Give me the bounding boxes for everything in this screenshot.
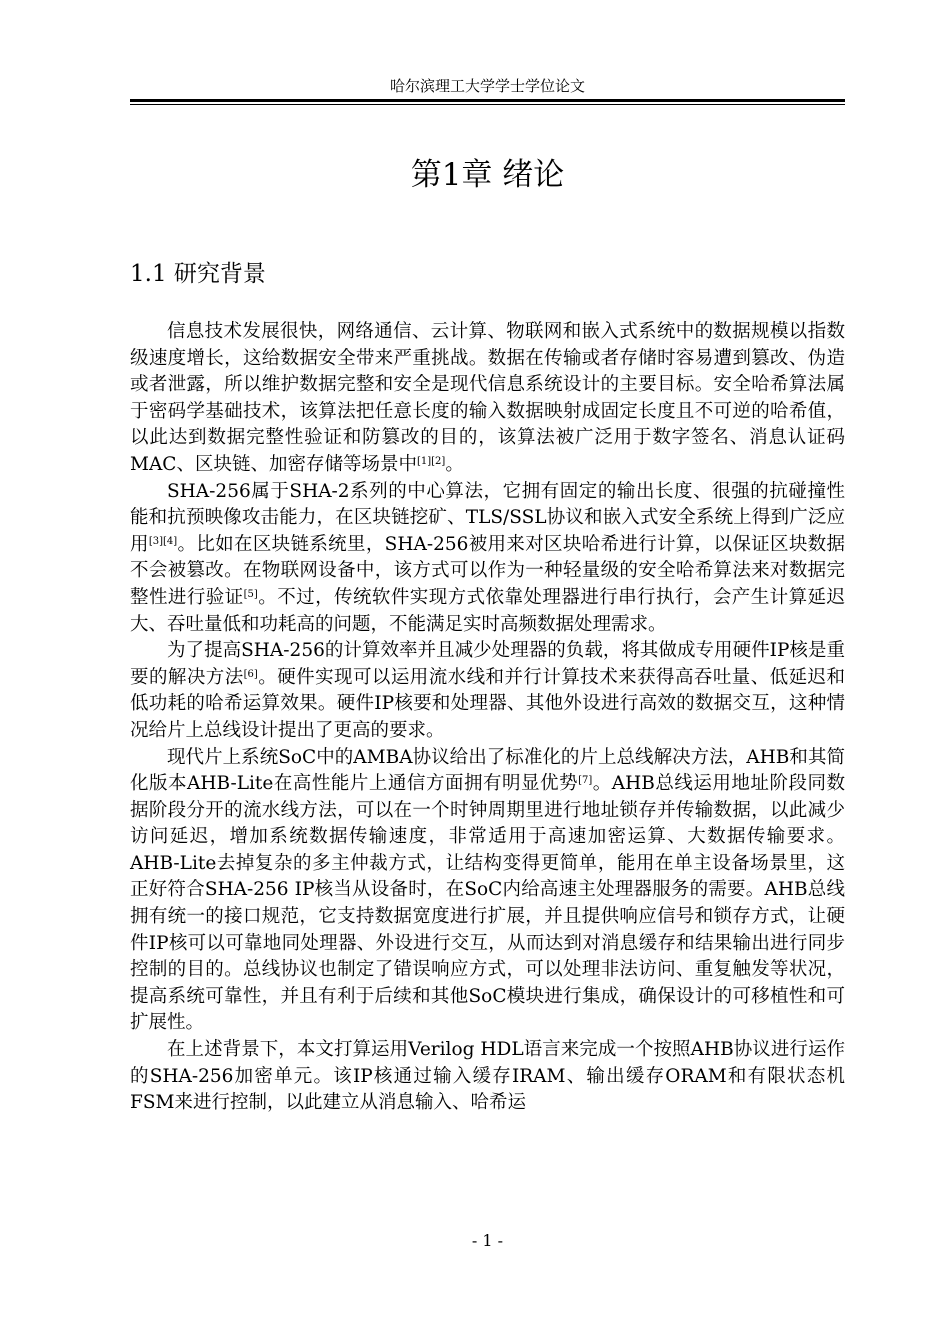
paragraph-text: 为了提高SHA-256的计算效率并且减少处理器的负载，将其做成专用硬件IP核是重要的解决方法 <box>130 640 845 688</box>
paragraph-text: 。硬件实现可以运用流水线和并行计算技术来获得高吞吐量、低延迟和低功耗的哈希运算效果。硬件IP核要和处理器、其他外设进行高效的数据交互，这种情况给片上总线设计提出了更高的要求。 <box>130 666 845 741</box>
section-title: 1.1 研究背景 <box>130 261 266 287</box>
body-paragraph <box>130 319 845 479</box>
citation-reference: [1][2] <box>416 455 446 467</box>
chapter-title: 第1章 绪论 <box>410 157 565 193</box>
paragraph-text: 现代片上系统SoC中的AMBA协议给出了标准化的片上总线解决方法，AHB和其简化版本AHB-Lite在高性能片上通信方面拥有明显优势 <box>130 746 845 795</box>
citation-reference: [6] <box>243 668 258 680</box>
body-paragraph <box>130 1037 845 1117</box>
header-rule-thin <box>130 104 845 105</box>
paragraph-text: 在上述背景下，本文打算运用Verilog HDL语言来完成一个按照AHB协议进行运作的SHA-256加密单元。该IP核通过输入缓存IRAM、输出缓存ORAM和有限状态机FSM来进行控制，以此建立从消息输入、哈希运 <box>130 1039 845 1114</box>
paragraph-text: SHA-256属于SHA-2系列的中心算法，它拥有固定的输出长度、很强的抗碰撞性能和抗预映像攻击能力，在区块链挖矿、TLS/SSL协议和嵌入式安全系统上得到广泛应用 <box>130 480 845 555</box>
body-paragraph <box>130 745 845 1038</box>
body-text <box>130 319 845 1117</box>
citation-reference: [3][4] <box>148 535 178 547</box>
paragraph-text: 。不过，传统软件实现方式依靠处理器进行串行执行，会产生计算延迟大、吞吐量低和功耗高的问题，不能满足实时高频数据处理需求。 <box>130 586 845 635</box>
paragraph-text: 。比如在区块链系统里，SHA-256被用来对区块哈希进行计算，以保证区块数据不会被篡改。在物联网设备中，该方式可以作为一种轻量级的安全哈希算法来对数据完整性进行验证 <box>130 533 845 608</box>
page-number: - 1 - <box>471 1231 504 1250</box>
body-paragraph <box>130 638 845 744</box>
citation-reference: [5] <box>243 588 258 600</box>
paragraph-text: 信息技术发展很快，网络通信、云计算、物联网和嵌入式系统中的数据规模以指数级速度增长，这给数据安全带来严重挑战。数据在传输或者存储时容易遭到篡改、伪造或者泄露，所以维护数据完整和安全是现代信息系统设计的主要目标。安全哈希算法属于密码学基础技术，该算法把任意长度的输入数据映射成固定长度且不可逆的哈希值，以此达到数据完整性验证和防篡改的目的，该算法被广泛用于数字签名、消息认证码MAC、区块链、加密存储等场景中 <box>130 321 845 475</box>
header-title: 哈尔滨理工大学学士学位论文 <box>389 77 585 95</box>
citation-reference: [7] <box>578 775 593 787</box>
paragraph-text: 。 <box>445 453 464 475</box>
paragraph-text: 。AHB总线运用地址阶段同数据阶段分开的流水线方法，可以在一个时钟周期里进行地址锁存并传输数据，以此减少访问延迟，增加系统数据传输速度，非常适用于高速加密运算、大数据传输要求。AHB-Lite去掉复杂的多主仲裁方式，让结构变得更简单，能用在单主设备场景里，这正好符合SHA-256 IP核当从设备时，在SoC内给高速主处理器服务的需要。AHB总线拥有统一的接口规范，它支持数据宽度进行扩展，并且提供响应信号和锁存方式，让硬件IP核可以可靠地同处理器、外设进行交互，从而达到对消息缓存和结果输出进行同步控制的目的。总线协议也制定了错误响应方式，可以处理非法访问、重复触发等状况，提高系统可靠性，并且有利于后续和其他SoC模块进行集成，确保设计的可移植性和可扩展性。 <box>130 773 845 1034</box>
body-paragraph <box>130 479 845 639</box>
header-rule-thick <box>130 99 845 102</box>
